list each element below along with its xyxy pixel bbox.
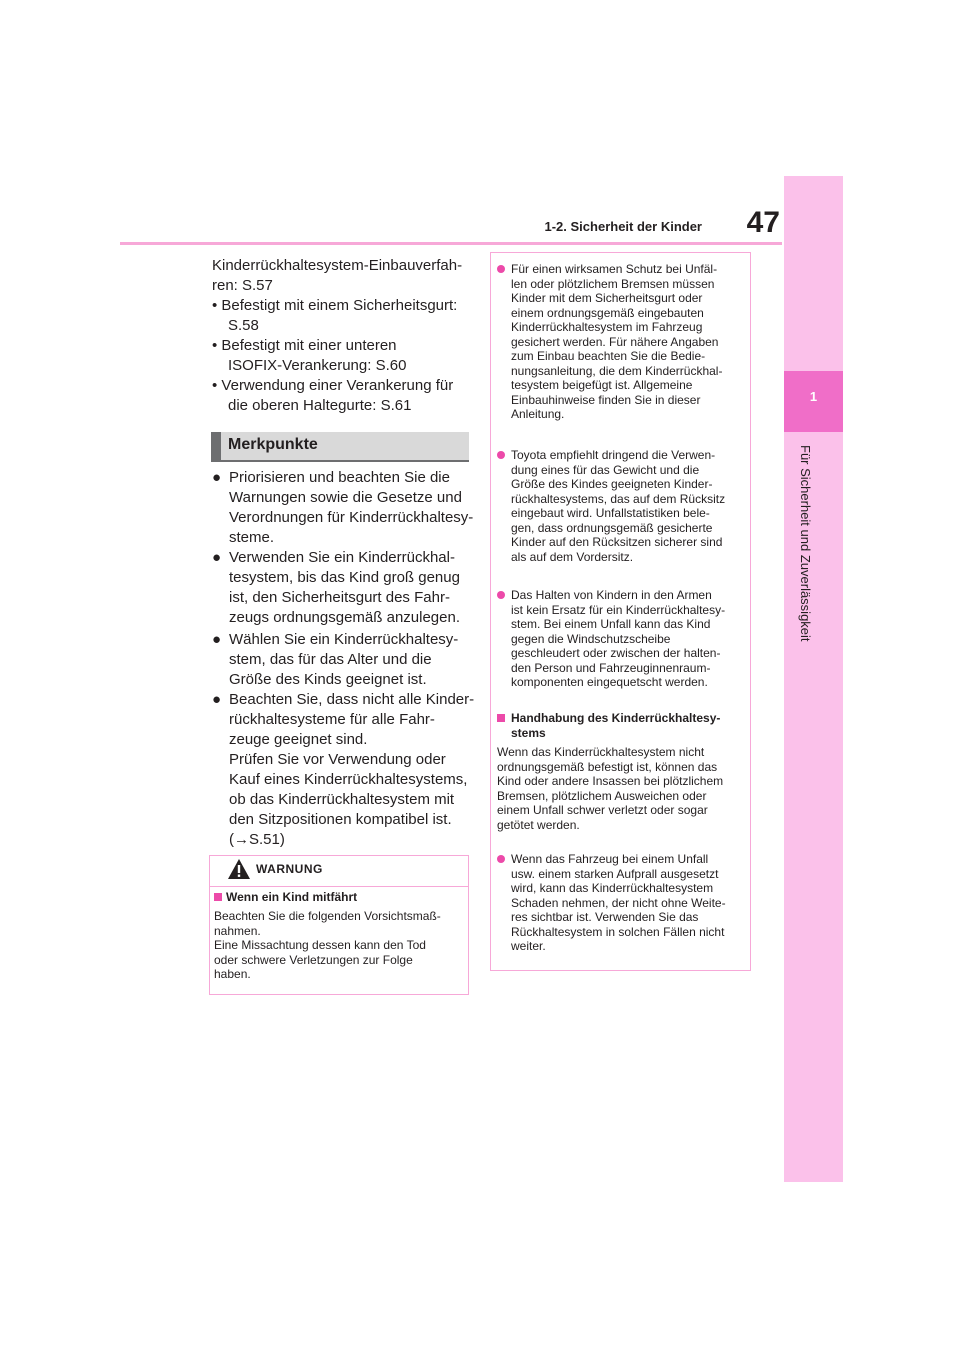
paragraph-line: eingebaut wird. Unfallstatistiken bele- — [511, 506, 710, 520]
warning-subheading-text: Wenn ein Kind mitfährt — [226, 890, 358, 904]
warning-paragraph — [497, 852, 745, 954]
bullet-icon: ● — [212, 549, 222, 566]
paragraph-line: Kinderrückhaltesystem im Fahrzeug — [511, 320, 703, 334]
warning-subheading — [497, 711, 745, 740]
paragraph-line: Einbauhinweise finden Sie in dieser — [511, 392, 701, 407]
paragraph-line: stem. Bei einem Unfall kann das Kind — [511, 617, 711, 631]
item-line: den Sitzpositionen kompatibel ist. — [229, 811, 452, 828]
paragraph-line: gegen die Windschutzscheibe — [511, 631, 671, 646]
paragraph-line: wird, kann das Kinderrückhaltesystem — [511, 881, 714, 895]
paragraph-line: gen, dass ordnungsgemäß gesicherte — [511, 520, 713, 535]
paragraph-line: getötet werden. — [497, 817, 580, 832]
item-line: Größe des Kinds geeignet ist. — [229, 671, 427, 688]
paragraph-line: Wenn das Fahrzeug bei einem Unfall — [511, 852, 709, 866]
warning-line: haben. — [214, 967, 251, 981]
warning-paragraph — [497, 448, 745, 564]
square-bullet-icon — [214, 893, 222, 901]
paragraph-line: den Person und Fahrzeuginnenraum- — [511, 660, 711, 675]
item-line: rückhaltesysteme für alle Fahr- — [229, 711, 435, 728]
merkpunkte-heading-rule — [211, 460, 469, 462]
item-line: ist, den Sicherheitsgurt des Fahr- — [229, 589, 450, 606]
intro-line: • Verwendung einer Verankerung für — [212, 377, 454, 394]
item-line: steme. — [229, 529, 275, 546]
warning-header-rule — [210, 886, 468, 887]
paragraph-line: res sichtbar ist. Verwenden Sie das — [511, 910, 699, 924]
warning-line: nahmen. — [214, 923, 261, 938]
warning-paragraph — [497, 745, 745, 832]
paragraph-line: geschleudert oder zwischen der halten- — [511, 646, 721, 660]
merkpunkte-item — [212, 548, 474, 628]
item-line: Verordnungen für Kinderrückhaltesy- — [229, 509, 474, 526]
paragraph-line: Für einen wirksamen Schutz bei Unfäl- — [511, 262, 718, 276]
merkpunkte-item — [212, 630, 474, 690]
item-line: stem, das für das Alter und die — [229, 651, 432, 668]
subheading-line: stems — [511, 725, 546, 740]
circle-bullet-icon — [497, 265, 505, 273]
merkpunkte-heading-bar — [211, 432, 221, 461]
item-line: Priorisieren und beachten Sie die — [229, 469, 450, 486]
square-bullet-icon — [497, 714, 505, 722]
item-line: Wählen Sie ein Kinderrückhaltesy- — [229, 631, 459, 648]
intro-line: ISOFIX-Verankerung: S.60 — [228, 357, 407, 374]
circle-bullet-icon — [497, 451, 505, 459]
paragraph-line: Das Halten von Kindern in den Armen — [511, 588, 712, 602]
paragraph-line: nungsanleitung, die dem Kinderrückhal- — [511, 363, 723, 378]
warning-line: Beachten Sie die folgenden Vorsichtsmaß- — [214, 909, 441, 923]
item-line: ob das Kinderrückhaltesystem mit — [229, 791, 455, 808]
paragraph-line: Wenn das Kinderrückhaltesystem nicht — [497, 745, 705, 759]
intro-line: Kinderrückhaltesystem-Einbauverfah- — [212, 257, 463, 274]
intro-line: die oberen Haltegurte: S.61 — [228, 397, 412, 414]
paragraph-line: Kind oder andere Insassen bei plötzlichem — [497, 774, 724, 788]
paragraph-line: Bremsen, plötzlichem Ausweichen oder — [497, 788, 707, 803]
bullet-icon: ● — [212, 469, 222, 486]
paragraph-line: komponenten eingequetscht werden. — [511, 675, 708, 689]
intro-line: S.58 — [228, 317, 259, 334]
bullet-icon: ● — [212, 631, 222, 648]
paragraph-line: einem Unfall schwer verletzt oder sogar — [497, 803, 708, 817]
item-line: zeugs ordnungsgemäß anzulegen. — [229, 609, 460, 626]
chapter-number: 1 — [809, 389, 818, 404]
paragraph-line: len oder plötzlichem Bremsen müssen — [511, 276, 715, 291]
header-rule — [120, 242, 782, 245]
paragraph-line: tesystem beigefügt ist. Allgemeine — [511, 378, 693, 392]
item-line: tesystem, bis das Kind groß genug — [229, 569, 460, 586]
paragraph-line: dung eines für das Gewicht und die — [511, 462, 700, 477]
intro-line: • Befestigt mit einer unteren — [212, 337, 397, 354]
warning-line: Eine Missachtung dessen kann den Tod — [214, 938, 426, 952]
paragraph-line: Kinder mit dem Sicherheitsgurt oder — [511, 291, 703, 305]
warning-line: oder schwere Verletzungen zur Folge — [214, 952, 413, 967]
warning-subheading — [214, 890, 357, 905]
merkpunkte-item — [212, 468, 474, 548]
item-line: Verwenden Sie ein Kinderrückhal- — [229, 549, 455, 566]
subheading-line: Handhabung des Kinderrückhaltesy- — [511, 711, 721, 725]
warning-paragraph — [497, 588, 745, 690]
paragraph-line: Kinder auf den Rücksitzen sicherer sind — [511, 535, 723, 549]
paragraph-line: usw. einem starken Aufprall ausgesetzt — [511, 866, 719, 881]
item-line: (→S.51) — [229, 831, 285, 848]
paragraph-line: Schaden nehmen, der nicht ohne Weite- — [511, 895, 726, 910]
warning-text — [214, 909, 464, 982]
paragraph-line: Anleitung. — [511, 407, 565, 421]
warning-triangle-icon — [227, 858, 251, 880]
paragraph-line: ordnungsgemäß befestigt ist, können das — [497, 759, 718, 774]
paragraph-line: Toyota empfiehlt dringend die Verwen- — [511, 448, 716, 462]
paragraph-line: als auf dem Vordersitz. — [511, 549, 634, 564]
intro-line: • Befestigt mit einem Sicherheitsgurt: — [212, 297, 458, 314]
paragraph-line: zum Einbau beachten Sie die Bedie- — [511, 349, 706, 363]
circle-bullet-icon — [497, 591, 505, 599]
item-line: Beachten Sie, dass nicht alle Kinder- — [229, 691, 475, 708]
merkpunkte-item — [212, 690, 474, 850]
item-line: Kauf eines Kinderrückhaltesystems, — [229, 771, 468, 788]
intro-line: ren: S.57 — [212, 277, 273, 294]
item-line: Warnungen sowie die Gesetze und — [229, 489, 462, 506]
paragraph-line: gesichert werden. Für nähere Angaben — [511, 334, 719, 349]
circle-bullet-icon — [497, 855, 505, 863]
paragraph-line: ist kein Ersatz für ein Kinderrückhaltesy- — [511, 602, 726, 617]
warning-title: WARNUNG — [256, 862, 323, 876]
merkpunkte-title: Merkpunkte — [228, 436, 318, 453]
chapter-side-tab — [784, 176, 843, 1182]
section-title: 1-2. Sicherheit der Kinder — [544, 219, 702, 234]
item-line: zeuge geeignet sind. — [229, 731, 368, 748]
paragraph-line: weiter. — [511, 939, 546, 953]
paragraph-line: Größe des Kindes geeigneten Kinder- — [511, 477, 713, 491]
bullet-icon: ● — [212, 691, 222, 708]
warning-paragraph — [497, 262, 745, 422]
paragraph-line: rückhaltesystems, das auf dem Rücksitz — [511, 491, 726, 506]
chapter-title: Für Sicherheit und Zuverlässigkeit — [798, 445, 813, 642]
paragraph-line: Rückhaltesystem in solchen Fällen nicht — [511, 924, 725, 939]
paragraph-line: einem ordnungsgemäß eingebauten — [511, 305, 704, 320]
page-number: 47 — [746, 206, 780, 239]
item-line: Prüfen Sie vor Verwendung oder — [229, 751, 446, 768]
